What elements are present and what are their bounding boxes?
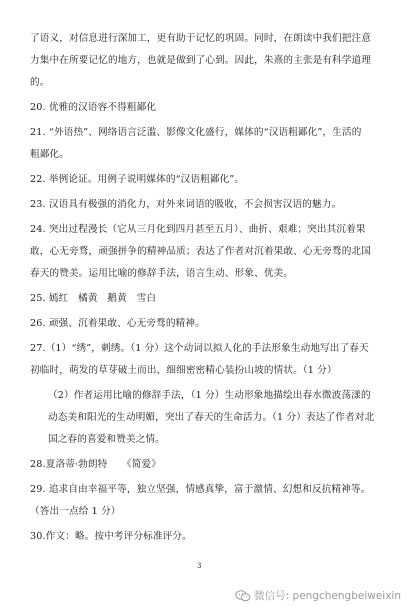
page-number: 3 (197, 562, 202, 570)
text-line: 国之春的喜爱和赞美之情。 (48, 434, 165, 445)
answer-29: 29. 追求自由幸福平等，独立坚强，情感真挚，富于激情、幻想和反抗精神等。 (30, 484, 371, 495)
text-line: （答出一点给 1 分） (30, 506, 121, 517)
answer-25: 25. 嫣红 橘黄 鹅黄 雪白 (30, 293, 157, 304)
text-line: （2）作者运用比喻的修辞手法，（1 分）生动形象地描绘出春水微波荡漾的 (48, 390, 371, 401)
text-line: 了语义，对信息进行深加工，更有助于记忆的巩固。同时，在朗读中我们把注意 (30, 33, 372, 44)
answer-20: 20. 优雅的汉语容不得粗鄙化 (30, 102, 157, 113)
text-line: 的。 (30, 77, 50, 88)
answer-21: 21. “外语热”、网络语言泛滥、影像文化盛行，媒体的“汉语粗鄙化”，生活的 (30, 127, 362, 138)
answer-24: 24. 突出过程漫长（它从三月化到四月甚至五月）、曲折、艰难；突出其沉着果 (30, 224, 366, 235)
answer-28: 28.夏洛蒂·勃朗特 《简爱》 (30, 459, 162, 470)
answer-22: 22. 举例论证。用例子说明媒体的“汉语粗鄙化”。 (30, 174, 245, 185)
text-line: 动态美和阳光的生动明媚，突出了春天的生命活力。（1 分）表达了作者对北 (48, 412, 375, 423)
text-line: 敢，心无旁骛，顽强拼争的精神品质；表达了作者对沉着果敢、心无旁骛的北国 (30, 246, 372, 257)
watermark-text: 微信号: pengchengbeiweixin (254, 590, 401, 602)
answer-27: 27.（1）“绣”，刺绣。（1 分）这个动词以拟人化的手法形象生动地写出了春天 (30, 343, 369, 354)
answer-26: 26. 顽强、沉着果敢、心无旁骛的精神。 (30, 318, 205, 329)
answer-30: 30.作文：略。按中考评分标准评分。 (30, 531, 192, 542)
text-line: 初临时，萌发的草芽破土而出，细细密密精心装扮山坡的情状。（1 分） (30, 365, 337, 376)
wechat-icon (235, 590, 251, 602)
answer-23: 23. 汉语具有极强的消化力，对外来词语的吸收，不会损害汉语的魅力。 (30, 199, 342, 210)
text-line: 力集中在所要记忆的地方，也就是做到了心到。因此，朱熹的主张是有科学道理 (30, 55, 372, 66)
wechat-watermark (235, 588, 401, 603)
text-line: 春天的赞美。运用比喻的修辞手法，语言生动、形象、优美。 (30, 268, 294, 279)
text-line: 粗鄙化。 (30, 149, 69, 160)
